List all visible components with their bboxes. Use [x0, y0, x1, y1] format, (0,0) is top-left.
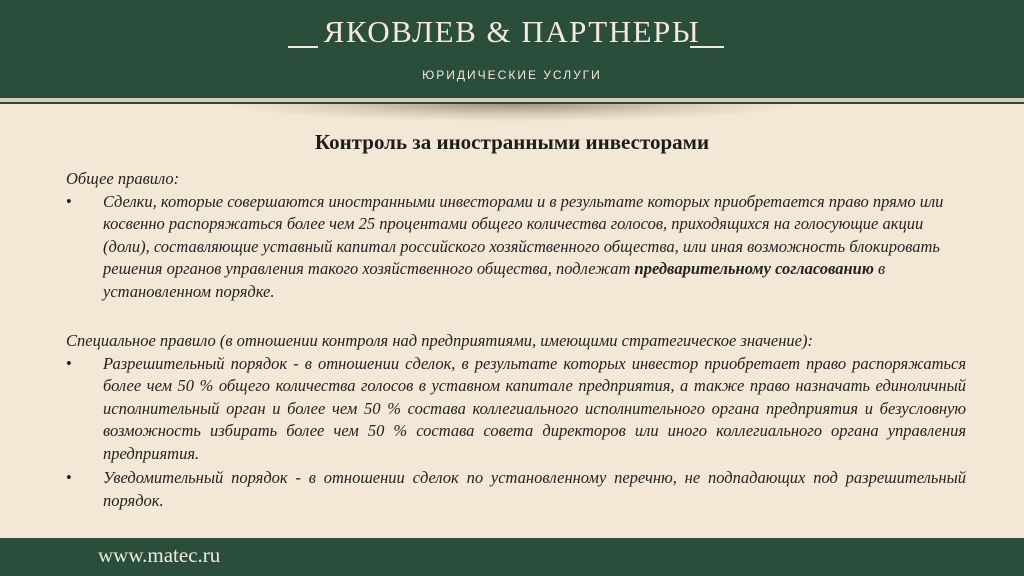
permit-procedure-text: Разрешительный порядок - в отношении сделок, в результате которых инвестор приобретает право распоряжаться более чем 50 % общего количества голосов в уставном капитале предприятия, а также право назначать единоличный исполнительный орган и более чем 50 % состава коллегиального исполнительного органа предприятия и безусловную возможность избирать более чем 50 % состава совета директоров или иного коллегиального органа управления предприятия. — [103, 353, 966, 463]
general-rule-emphasis: предварительному согласованию — [634, 259, 874, 278]
slide-title: Контроль за иностранными инвесторами — [314, 130, 710, 154]
special-rule-bullet-notify — [66, 467, 966, 512]
bullet-marker: • — [66, 468, 72, 487]
general-rule-bullet — [66, 191, 966, 304]
special-rule-heading: Специальное правило (в отношении контроля над предприятиями, имеющими стратегическое значение): — [66, 331, 813, 350]
notification-procedure-text: Уведомительный порядок - в отношении сделок по установленному перечню, не подпадающих под разрешительный порядок. — [103, 468, 966, 510]
company-logo: ЯКОВЛЕВ & ПАРТНЕРЫ — [323, 14, 701, 49]
bullet-marker: • — [66, 191, 72, 211]
slide-content — [66, 168, 966, 512]
company-tagline: ЮРИДИЧЕСКИЕ УСЛУГИ — [422, 68, 602, 82]
special-rule-bullet-permit — [66, 353, 966, 466]
general-rule-text: Сделки, которые совершаются иностранными инвесторами и в результате которых приобретается право прямо или косвенно распоряжаться более чем 25 процентами общего количества голосов, приходящихся на голосующие акции (доли), составляющие уставный капитал российского хозяйственного общества, или иная возможность блокировать решения органов управления такого хозяйственного общества, подлежат — [103, 191, 944, 278]
general-rule-text-end: в установленном порядке. — [103, 259, 886, 301]
footer-website-link[interactable]: www.matec.ru — [98, 543, 221, 567]
general-rule-heading: Общее правило: — [66, 169, 180, 188]
header-shadow — [220, 104, 804, 122]
bullet-marker: • — [66, 353, 72, 373]
